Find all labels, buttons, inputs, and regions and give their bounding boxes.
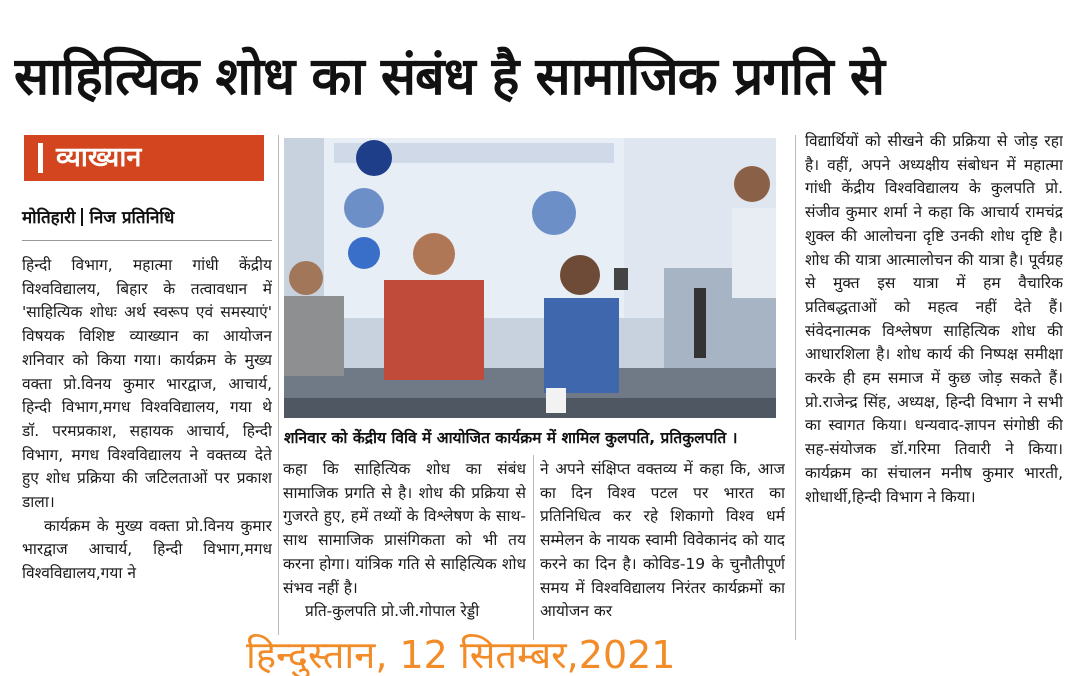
- byline-place: मोतिहारी: [22, 208, 76, 228]
- byline-source: निज प्रतिनिधि: [89, 208, 175, 228]
- byline-separator: [81, 208, 83, 226]
- paragraph: ने अपने संक्षिप्त वक्तव्य में कहा कि, आज का दिन विश्व पटल पर भारत का प्रतिनिधित्व कर रहे शिकागो विश्व धर्म सम्मेलन के नायक स्वामी विवेकानंद को याद करने का दिन है। कोविड-19 के चुनौतीपूर्ण समय में विश्वविद्यालय निरंतर कार्यक्रमों का आयोजन कर: [540, 460, 785, 621]
- paragraph: कहा कि साहित्यिक शोध का संबंध सामाजिक प्रगति से है। शोध की प्रक्रिया से गुजरते हुए, हमें तथ्यों के विश्लेषण के साथ-साथ सामाजिक प्रासंगिकता को भी तय करना होगा। यांत्रिक गति से साहित्यिक शोध संभव नहीं है।: [283, 460, 526, 597]
- article-column-4: [805, 130, 1063, 640]
- column-divider: [795, 135, 796, 640]
- headline: साहित्यिक शोध का संबंध है सामाजिक प्रगति से: [14, 47, 885, 107]
- footer-stamp: हिन्दुस्तान, 12 सितम्बर,2021: [246, 633, 676, 676]
- byline-rule: [22, 240, 272, 241]
- section-tag: व्याख्यान: [24, 135, 264, 181]
- paragraph: प्रति-कुलपति प्रो.जी.गोपाल रेड्डी: [305, 602, 480, 621]
- article-column-2: [283, 458, 526, 638]
- photo-caption: शनिवार को केंद्रीय विवि में आयोजित कार्यक्रम में शामिल कुलपति, प्रतिकुलपति ।: [284, 429, 738, 447]
- paragraph: विद्यार्थियों को सीखने की प्रक्रिया से जोड़ रहा है। वहीं, अपने अध्यक्षीय संबोधन में महात्मा गांधी केंद्रीय विश्वविद्यालय के कुलपति प्रो. संजीव कुमार शर्मा ने कहा कि आचार्य रामचंद्र शुक्ल की आलोचना दृष्टि उनकी शोध दृष्टि है। शोध की यात्रा आत्मालोचन की यात्रा है। पूर्वग्रह से मुक्त इस यात्रा में हम वैचारिक प्रतिबद्धताओं को महत्व नहीं देते हैं। संवेदनात्मक विश्लेषण साहित्यिक शोध की आधारशिला है। शोध कार्य की निष्पक्ष समीक्षा करके ही हम समाज में कुछ जोड़ सकते हैं। प्रो.राजेन्द्र सिंह, अध्यक्ष, हिन्दी विभाग ने सभी का स्वागत किया। धन्यवाद-ज्ञापन संगोष्ठी की सह-संयोजक डॉ.गरिमा तिवारी ने किया। कार्यक्रम का संचालन मनीष कुमार भारती, शोधार्थी,हिन्दी विभाग ने किया।: [805, 132, 1063, 506]
- page-top-edge: [0, 0, 1080, 8]
- paragraph: हिन्दी विभाग, महात्मा गांधी केंद्रीय विश्वविद्यालय, बिहार के तत्वावधान में 'साहित्यिक शोधः अर्थ स्वरूप एवं समस्याएं' विषयक विशिष्ट व्याख्यान का आयोजन शनिवार को किया गया। कार्यक्रम के मुख्य वक्ता प्रो.विनय कुमार भारद्वाज, आचार्य, हिन्दी विभाग,मगध विश्वविद्यालय, गया थे डॉ. परमप्रकाश, सहायक आचार्य, हिन्दी विभाग, मगध विश्वविद्यालय ने वक्तव्य देते हुए शोध प्रक्रिया की जटिलताओं पर प्रकाश डाला।: [22, 256, 272, 512]
- byline: [22, 205, 174, 228]
- event-photo: [284, 138, 776, 418]
- article-column-1: [22, 254, 272, 636]
- column-divider: [278, 135, 279, 635]
- column-divider: [533, 455, 534, 640]
- event-photo-illustration: [284, 138, 776, 418]
- paragraph: कार्यक्रम के मुख्य वक्ता प्रो.विनय कुमार भारद्वाज आचार्य, हिन्दी विभाग,मगध विश्वविद्यालय,गया ने: [22, 516, 272, 583]
- article-column-3: [540, 458, 785, 638]
